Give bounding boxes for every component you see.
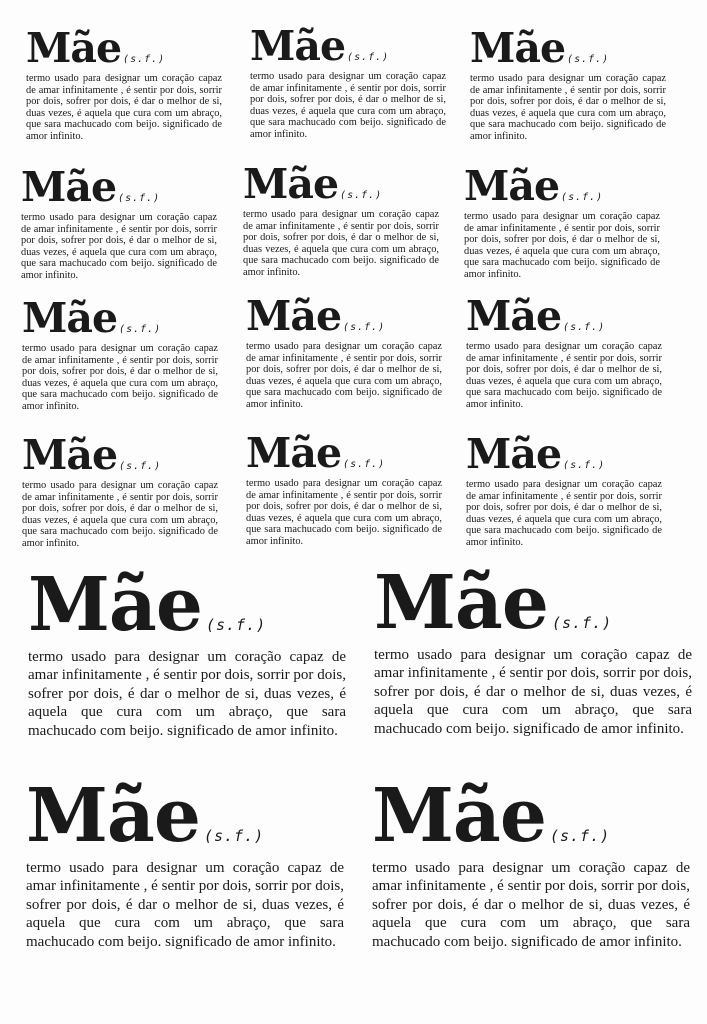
grammar-abbreviation: (s.f.)	[563, 460, 606, 471]
definition-text: termo usado para designar um coração capaz de amar infinitamente , é sentir por dois, sorrir por dois, sofrer por dois, é dar o melhor de si, duas vezes, é aquela que cura com um abraço, que sara machucado com beijo. significado de amor infinito.	[246, 478, 442, 547]
headword: Mãe	[246, 292, 342, 340]
title-row	[243, 160, 439, 208]
definition-text: termo usado para designar um coração capaz de amar infinitamente , é sentir por dois, sorrir por dois, sofrer por dois, é dar o melhor de si, duas vezes, é aquela que cura com um abraço, que sara machucado com beijo. significado de amor infinito.	[464, 211, 660, 280]
grammar-abbreviation: (s.f.)	[343, 459, 386, 470]
headword: Mãe	[250, 22, 346, 70]
definition-card	[22, 431, 218, 549]
grammar-abbreviation: (s.f.)	[343, 322, 386, 333]
definition-card-large	[372, 773, 690, 951]
definition-text: termo usado para designar um coração capaz de amar infinitamente , é sentir por dois, sorrir por dois, sofrer por dois, é dar o melhor de si, duas vezes, é aquela que cura com um abraço, que sara machucado com beijo. significado de amor infinito.	[250, 71, 446, 140]
definition-text: termo usado para designar um coração capaz de amar infinitamente , é sentir por dois, sorrir por dois, sofrer por dois, é dar o melhor de si, duas vezes, é aquela que cura com um abraço, que sara machucado com beijo. significado de amor infinito.	[372, 860, 690, 950]
title-row	[22, 431, 218, 479]
definition-card	[22, 294, 218, 412]
headword: Mãe	[22, 294, 118, 342]
title-row	[246, 429, 442, 477]
headword: Mãe	[470, 24, 566, 72]
definition-card	[243, 160, 439, 278]
definition-card	[21, 163, 217, 281]
definition-text: termo usado para designar um coração capaz de amar infinitamente , é sentir por dois, sorrir por dois, sofrer por dois, é dar o melhor de si, duas vezes, é aquela que cura com um abraço, que sara machucado com beijo. significado de amor infinito.	[374, 647, 692, 737]
grammar-abbreviation: (s.f.)	[567, 54, 610, 65]
grammar-abbreviation: (s.f.)	[118, 193, 161, 204]
grammar-abbreviation: (s.f.)	[119, 461, 162, 472]
grammar-abbreviation: (s.f.)	[347, 52, 390, 63]
headword: Mãe	[243, 160, 339, 208]
headword: Mãe	[246, 429, 342, 477]
definition-text: termo usado para designar um coração capaz de amar infinitamente , é sentir por dois, sorrir por dois, sofrer por dois, é dar o melhor de si, duas vezes, é aquela que cura com um abraço, que sara machucado com beijo. significado de amor infinito.	[466, 341, 662, 410]
title-row	[466, 430, 662, 478]
title-row	[464, 162, 660, 210]
headword: Mãe	[374, 560, 548, 646]
headword: Mãe	[372, 773, 546, 859]
title-row	[372, 773, 690, 859]
definition-card	[466, 430, 662, 548]
grammar-abbreviation: (s.f.)	[551, 614, 613, 632]
title-row	[26, 773, 344, 859]
definition-text: termo usado para designar um coração capaz de amar infinitamente , é sentir por dois, sorrir por dois, sofrer por dois, é dar o melhor de si, duas vezes, é aquela que cura com um abraço, que sara machucado com beijo. significado de amor infinito.	[466, 479, 662, 548]
headword: Mãe	[464, 162, 560, 210]
definition-card-large	[374, 560, 692, 738]
definition-text: termo usado para designar um coração capaz de amar infinitamente , é sentir por dois, sorrir por dois, sofrer por dois, é dar o melhor de si, duas vezes, é aquela que cura com um abraço, que sara machucado com beijo. significado de amor infinito.	[470, 73, 666, 142]
title-row	[374, 560, 692, 646]
title-row	[470, 24, 666, 72]
title-row	[250, 22, 446, 70]
headword: Mãe	[28, 562, 202, 648]
title-row	[22, 294, 218, 342]
definition-text: termo usado para designar um coração capaz de amar infinitamente , é sentir por dois, sorrir por dois, sofrer por dois, é dar o melhor de si, duas vezes, é aquela que cura com um abraço, que sara machucado com beijo. significado de amor infinito.	[22, 343, 218, 412]
definition-text: termo usado para designar um coração capaz de amar infinitamente , é sentir por dois, sorrir por dois, sofrer por dois, é dar o melhor de si, duas vezes, é aquela que cura com um abraço, que sara machucado com beijo. significado de amor infinito.	[28, 649, 346, 739]
grammar-abbreviation: (s.f.)	[549, 827, 611, 845]
definition-card-large	[28, 562, 346, 740]
grammar-abbreviation: (s.f.)	[203, 827, 265, 845]
definition-text: termo usado para designar um coração capaz de amar infinitamente , é sentir por dois, sorrir por dois, sofrer por dois, é dar o melhor de si, duas vezes, é aquela que cura com um abraço, que sara machucado com beijo. significado de amor infinito.	[26, 73, 222, 142]
definition-card	[246, 429, 442, 547]
grammar-abbreviation: (s.f.)	[340, 190, 383, 201]
definition-card	[466, 292, 662, 410]
headword: Mãe	[466, 430, 562, 478]
definition-card	[250, 22, 446, 140]
title-row	[466, 292, 662, 340]
grammar-abbreviation: (s.f.)	[123, 54, 166, 65]
definition-card	[470, 24, 666, 142]
title-row	[246, 292, 442, 340]
headword: Mãe	[466, 292, 562, 340]
headword: Mãe	[21, 163, 117, 211]
definition-card	[246, 292, 442, 410]
definition-text: termo usado para designar um coração capaz de amar infinitamente , é sentir por dois, sorrir por dois, sofrer por dois, é dar o melhor de si, duas vezes, é aquela que cura com um abraço, que sara machucado com beijo. significado de amor infinito.	[246, 341, 442, 410]
definition-text: termo usado para designar um coração capaz de amar infinitamente , é sentir por dois, sorrir por dois, sofrer por dois, é dar o melhor de si, duas vezes, é aquela que cura com um abraço, que sara machucado com beijo. significado de amor infinito.	[243, 209, 439, 278]
title-row	[21, 163, 217, 211]
definition-text: termo usado para designar um coração capaz de amar infinitamente , é sentir por dois, sorrir por dois, sofrer por dois, é dar o melhor de si, duas vezes, é aquela que cura com um abraço, que sara machucado com beijo. significado de amor infinito.	[22, 480, 218, 549]
grammar-abbreviation: (s.f.)	[561, 192, 604, 203]
headword: Mãe	[26, 24, 122, 72]
grammar-abbreviation: (s.f.)	[563, 322, 606, 333]
grammar-abbreviation: (s.f.)	[205, 616, 267, 634]
definition-text: termo usado para designar um coração capaz de amar infinitamente , é sentir por dois, sorrir por dois, sofrer por dois, é dar o melhor de si, duas vezes, é aquela que cura com um abraço, que sara machucado com beijo. significado de amor infinito.	[26, 860, 344, 950]
headword: Mãe	[22, 431, 118, 479]
grammar-abbreviation: (s.f.)	[119, 324, 162, 335]
title-row	[28, 562, 346, 648]
headword: Mãe	[26, 773, 200, 859]
definition-text: termo usado para designar um coração capaz de amar infinitamente , é sentir por dois, sorrir por dois, sofrer por dois, é dar o melhor de si, duas vezes, é aquela que cura com um abraço, que sara machucado com beijo. significado de amor infinito.	[21, 212, 217, 281]
definition-card	[464, 162, 660, 280]
definition-card	[26, 24, 222, 142]
title-row	[26, 24, 222, 72]
definition-card-large	[26, 773, 344, 951]
